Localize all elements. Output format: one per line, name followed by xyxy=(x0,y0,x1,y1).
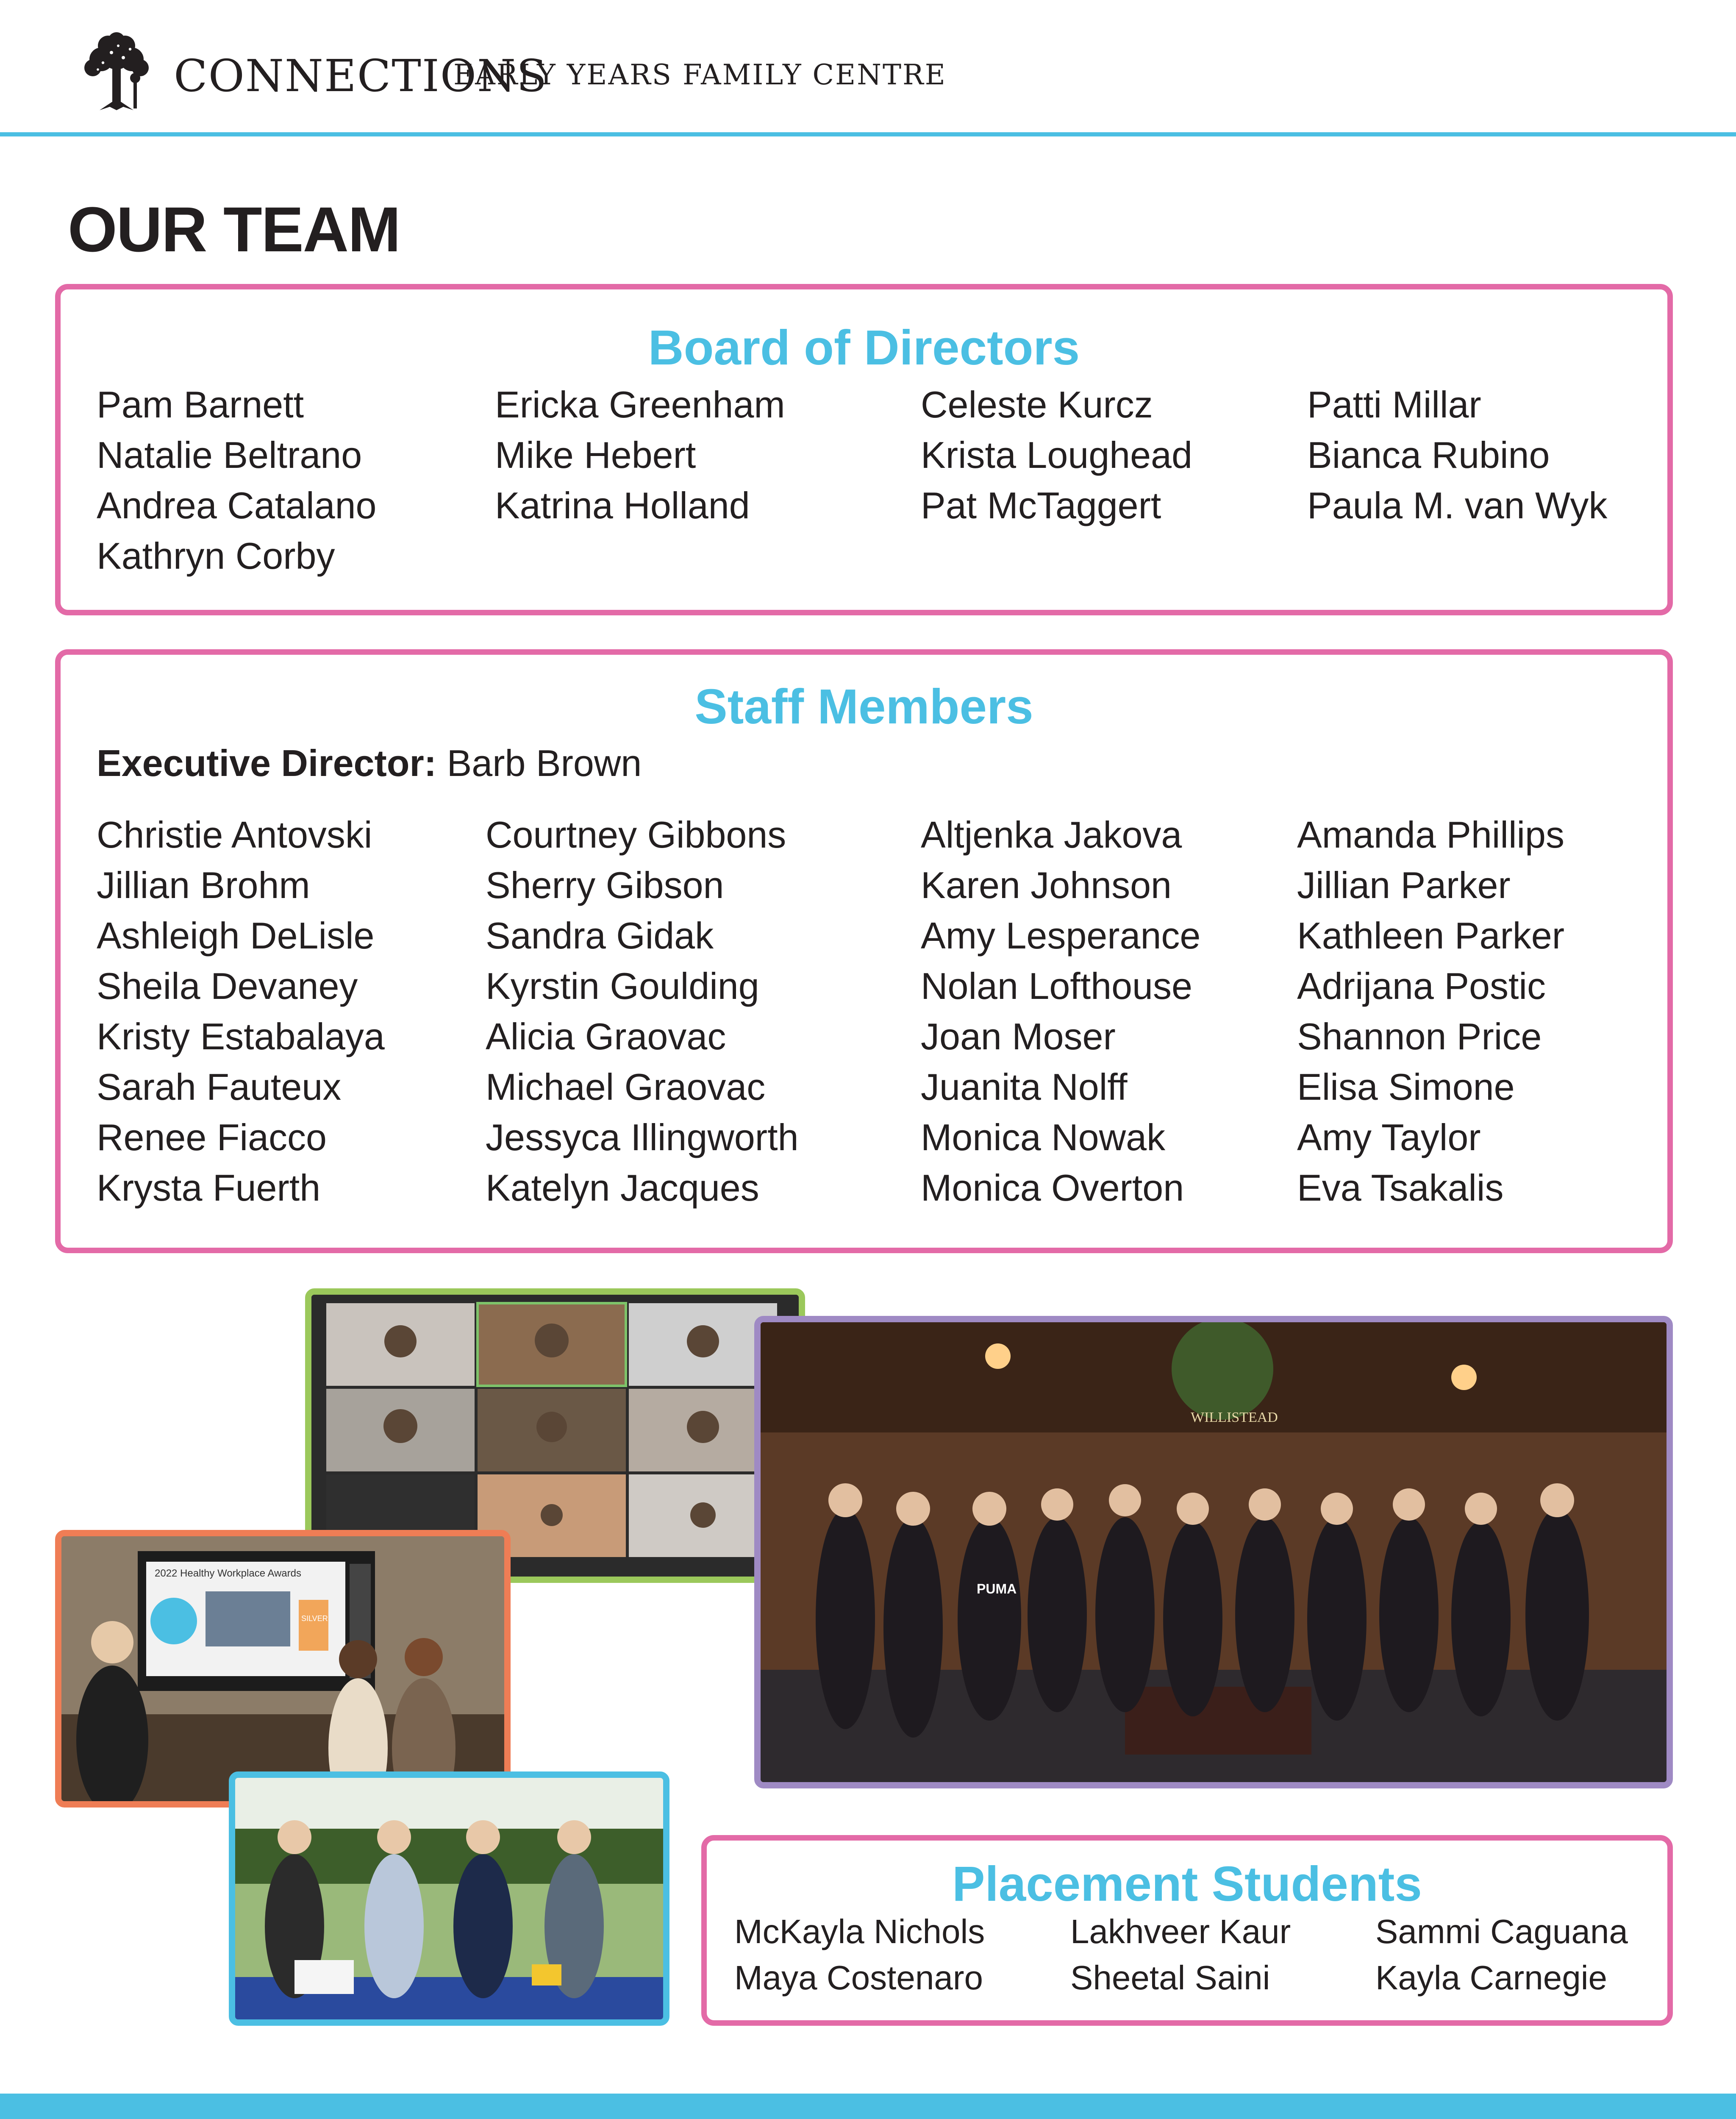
placement-students-box xyxy=(701,1835,1673,2026)
staff-member: Jillian Parker xyxy=(1297,864,1511,906)
board-member: Paula M. van Wyk xyxy=(1307,484,1608,526)
board-member: Ericka Greenham xyxy=(495,384,785,425)
staff-member: Sandra Gidak xyxy=(486,915,714,957)
staff-member: Alicia Graovac xyxy=(486,1015,726,1057)
students-column-3 xyxy=(1375,1908,1628,2001)
staff-member: Karen Johnson xyxy=(921,864,1172,906)
group-image xyxy=(761,1322,1667,1782)
staff-column-1 xyxy=(97,809,385,1213)
student-name: Sheetal Saini xyxy=(1070,1959,1270,1997)
staff-member: Michael Graovac xyxy=(486,1066,766,1108)
staff-member: Kathleen Parker xyxy=(1297,915,1565,957)
award-screen-title: 2022 Healthy Workplace Awards xyxy=(155,1568,301,1579)
page-title: OUR TEAM xyxy=(68,194,400,265)
staff-member: Altjenka Jakova xyxy=(921,814,1182,856)
staff-member: Kristy Estabalaya xyxy=(97,1015,385,1057)
staff-member: Christie Antovski xyxy=(97,814,372,856)
staff-member: Sheila Devaney xyxy=(97,965,358,1007)
award-image xyxy=(61,1536,504,1801)
staff-title: Staff Members xyxy=(694,679,1033,734)
award-badge: SILVER xyxy=(301,1614,328,1623)
board-title: Board of Directors xyxy=(648,320,1080,375)
board-of-directors-box xyxy=(55,284,1673,615)
student-name: Lakhveer Kaur xyxy=(1070,1913,1291,1950)
staff-member: Amy Lesperance xyxy=(921,915,1201,957)
board-member: Pat McTaggert xyxy=(921,484,1161,526)
board-member: Mike Hebert xyxy=(495,434,696,476)
staff-member: Nolan Lofthouse xyxy=(921,965,1192,1007)
students-title: Placement Students xyxy=(952,1856,1422,1911)
staff-member: Amy Taylor xyxy=(1297,1116,1481,1158)
staff-member: Ashleigh DeLisle xyxy=(97,915,375,957)
staff-member: Adrijana Postic xyxy=(1297,965,1546,1007)
header-divider xyxy=(0,132,1736,136)
staff-member: Krysta Fuerth xyxy=(97,1167,321,1209)
staff-member: Katelyn Jacques xyxy=(486,1167,759,1209)
student-name: Maya Costenaro xyxy=(734,1959,983,1997)
staff-member: Monica Overton xyxy=(921,1167,1184,1209)
award-photo xyxy=(55,1530,511,1808)
student-name: Kayla Carnegie xyxy=(1375,1959,1607,1997)
footer-bar xyxy=(0,2094,1736,2119)
shirt-logo: PUMA xyxy=(977,1581,1017,1596)
staff-member: Shannon Price xyxy=(1297,1015,1542,1057)
executive-director-label: Executive Director: xyxy=(97,742,437,784)
staff-column-3 xyxy=(921,809,1200,1213)
brand-name: CONNECTIONS xyxy=(174,50,548,102)
students-column-1 xyxy=(734,1908,985,2001)
outdoor-booth-photo xyxy=(229,1771,669,2026)
venue-sign: WILLISTEAD xyxy=(1191,1410,1278,1425)
student-name: Sammi Caguana xyxy=(1375,1913,1628,1950)
holiday-group-photo xyxy=(754,1316,1673,1788)
staff-member: Joan Moser xyxy=(921,1015,1116,1057)
board-member: Natalie Beltrano xyxy=(97,434,362,476)
student-name: McKayla Nichols xyxy=(734,1913,985,1950)
board-member: Patti Millar xyxy=(1307,384,1481,425)
executive-director-name: Barb Brown xyxy=(447,742,642,784)
board-column-1 xyxy=(97,379,376,581)
board-column-2 xyxy=(495,379,785,531)
staff-member: Eva Tsakalis xyxy=(1297,1167,1504,1209)
staff-member: Juanita Nolff xyxy=(921,1066,1128,1108)
board-column-4 xyxy=(1307,379,1607,531)
board-member: Andrea Catalano xyxy=(97,484,377,526)
outdoor-image xyxy=(235,1778,663,2019)
staff-column-4 xyxy=(1297,809,1564,1213)
tree-icon xyxy=(74,29,159,114)
staff-member: Sherry Gibson xyxy=(486,864,724,906)
staff-member: Jillian Brohm xyxy=(97,864,310,906)
board-column-3 xyxy=(921,379,1192,531)
staff-member: Elisa Simone xyxy=(1297,1066,1515,1108)
staff-member: Renee Fiacco xyxy=(97,1116,327,1158)
staff-column-2 xyxy=(486,809,799,1213)
executive-director-line xyxy=(97,742,642,785)
board-member: Kathryn Corby xyxy=(97,535,335,577)
board-member: Krista Loughead xyxy=(921,434,1192,476)
staff-member: Courtney Gibbons xyxy=(486,814,786,856)
board-member: Katrina Holland xyxy=(495,484,750,526)
staff-members-box xyxy=(55,649,1673,1253)
staff-member: Monica Nowak xyxy=(921,1116,1166,1158)
staff-member: Kyrstin Goulding xyxy=(486,965,759,1007)
staff-member: Jessyca Illingworth xyxy=(486,1116,799,1158)
brand-subtitle: EARLY YEARS FAMILY CENTRE xyxy=(453,58,947,91)
staff-member: Amanda Phillips xyxy=(1297,814,1564,856)
board-member: Celeste Kurcz xyxy=(921,384,1153,425)
board-member: Bianca Rubino xyxy=(1307,434,1550,476)
staff-member: Sarah Fauteux xyxy=(97,1066,342,1108)
students-column-2 xyxy=(1070,1908,1291,2001)
board-member: Pam Barnett xyxy=(97,384,304,425)
